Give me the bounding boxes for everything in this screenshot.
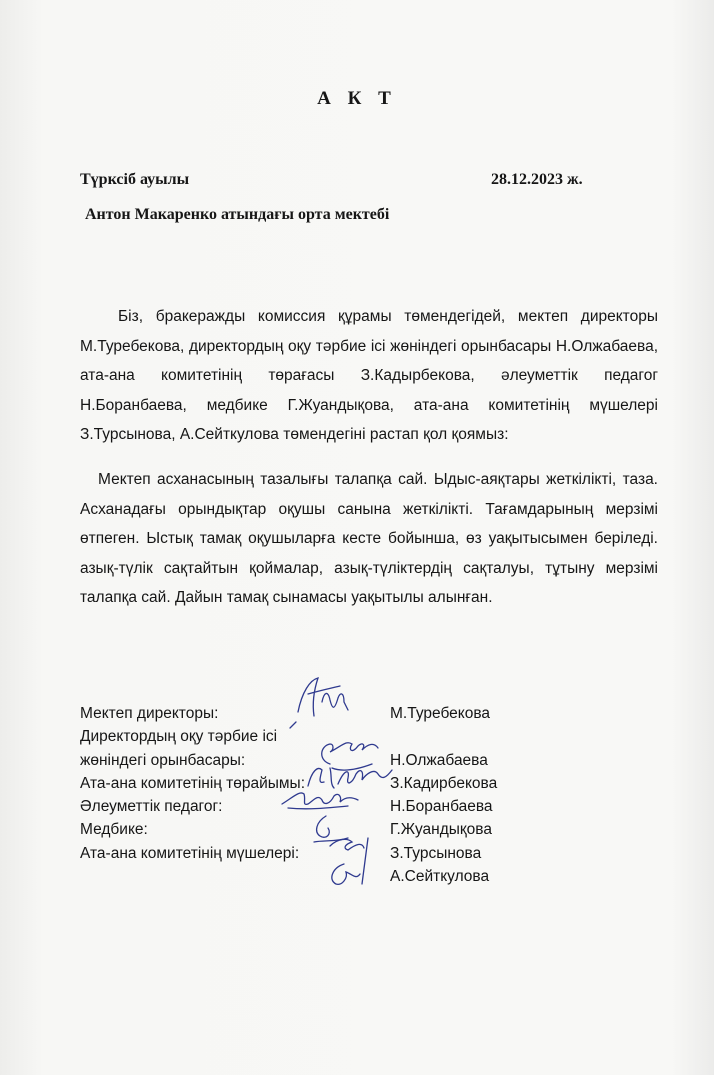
commission-paragraph: Біз, бракеражды комиссия құрамы төмендегідей, мектеп директоры М.Туребекова, директордың оқу тәрбие ісі жөніндегі орынбасары Н.Олжабаева, ата-ана комитетінің төрағасы З.Кадырбекова, әлеуметтік педагог Н.Боранбаева, медбике Г.Жуандықова, ата-ана комитетінің мүшелері З.Турсынова, А.Сейткулова төмендегіні растап қол қоямыз: bbox=[80, 308, 658, 443]
signature-block bbox=[80, 702, 520, 888]
document-title: А К Т bbox=[317, 88, 397, 109]
document-date: 28.12.2023 ж. bbox=[491, 171, 583, 188]
signature-row bbox=[80, 818, 520, 841]
signatory-name: Н.Боранбаева bbox=[390, 798, 493, 816]
signature-row bbox=[80, 842, 520, 865]
signatory-role: Медбике: bbox=[80, 821, 148, 839]
signatory-role: Директордың оқу тәрбие ісі bbox=[80, 728, 278, 746]
signature-row bbox=[80, 772, 520, 795]
signature-row bbox=[80, 865, 520, 888]
signatory-name: А.Сейткулова bbox=[390, 868, 490, 886]
school-name: Антон Макаренко атындағы орта мектебі bbox=[85, 206, 390, 223]
signature-row bbox=[80, 725, 520, 748]
signatory-role: Әлеуметтік педагог: bbox=[80, 798, 223, 816]
signature-row bbox=[80, 702, 520, 725]
findings-paragraph: Мектеп асханасының тазалығы талапқа сай. Ыдыс-аяқтары жеткілікті, таза. Асханадағы орындықтар оқушы санына жеткілікті. Тағамдарының мерзімі өтпеген. Ыстық тамақ оқушыларға кесте бойынша, өз уақытысымен беріледі. азық-түлік сақтайтын қоймалар, азық-түліктердің сақталуы, тұтыну мерзімі талапқа сай. Дайын тамақ сынамасы уақытылы алынған. bbox=[80, 471, 658, 606]
signatory-name: Г.Жуандықова bbox=[390, 821, 492, 839]
place-name: Түрксіб ауылы bbox=[80, 171, 190, 188]
signatory-name: З.Кадирбекова bbox=[390, 774, 498, 792]
signature-row bbox=[80, 749, 520, 772]
signatory-name: М.Туребекова bbox=[390, 705, 491, 722]
signature-row bbox=[80, 795, 520, 818]
signatory-role: Мектеп директоры: bbox=[80, 705, 219, 722]
signatory-role: жөніндегі орынбасары: bbox=[80, 751, 246, 769]
signatory-role: Ата-ана комитетінің төрайымы: bbox=[80, 774, 306, 792]
signatory-name: З.Турсынова bbox=[390, 844, 482, 862]
signatory-role: Ата-ана комитетінің мүшелері: bbox=[80, 844, 300, 862]
signatory-name: Н.Олжабаева bbox=[390, 751, 488, 769]
